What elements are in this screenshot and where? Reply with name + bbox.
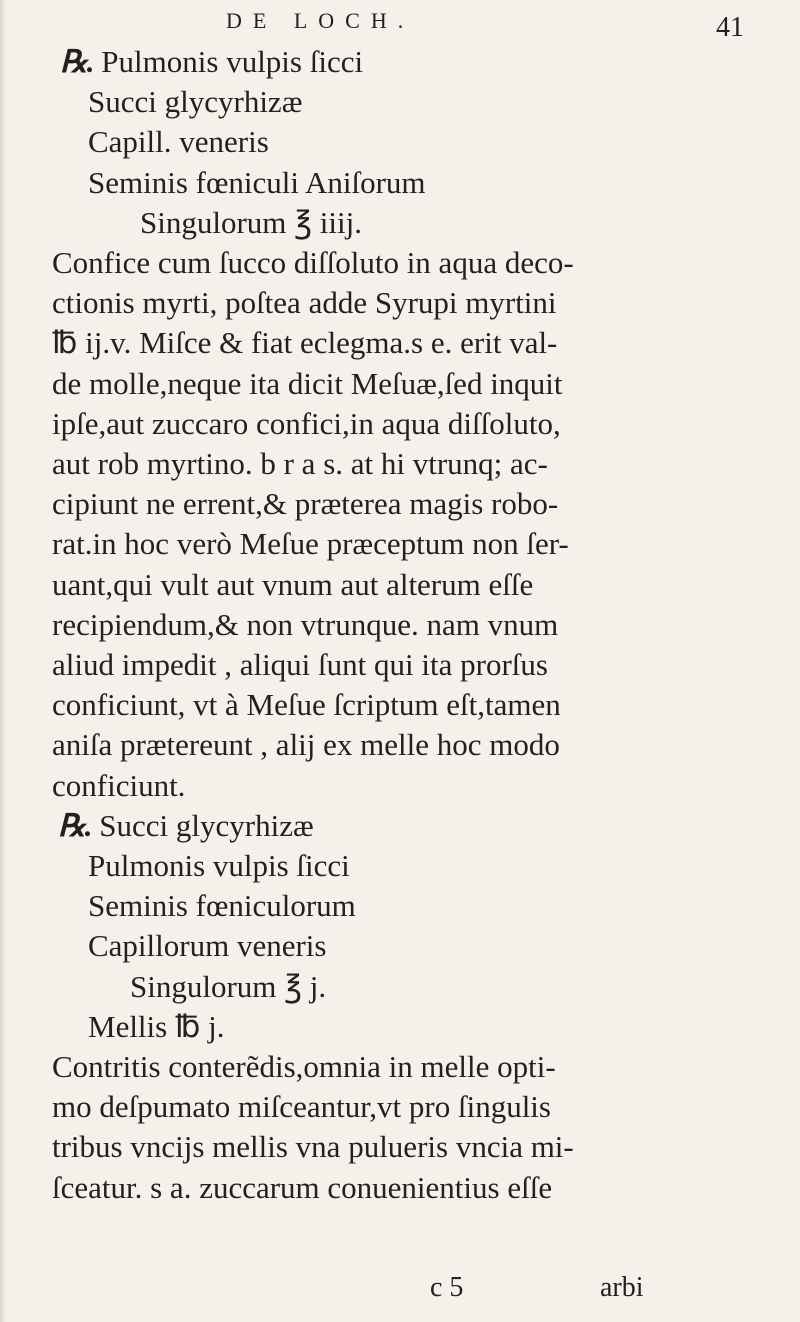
line-text: Pulmonis vulpis ſicci [93, 44, 364, 79]
text-line [52, 1087, 551, 1127]
line-text: rat.in hoc verò Meſue præceptum non ſer- [52, 526, 569, 562]
line-text: uant,qui vult aut vnum aut alterum eſſe [52, 566, 534, 602]
text-line [52, 1168, 552, 1208]
page-header [0, 6, 800, 42]
line-text: ℔ ij.v. Miſce & fiat eclegma.s e. erit val- [52, 325, 558, 361]
line-text: Contritis conterẽdis,omnia in melle opti- [52, 1049, 556, 1084]
text-line [88, 886, 356, 926]
text-line [52, 283, 557, 323]
line-text: cipiunt ne errent,& præterea magis robo- [52, 486, 559, 522]
line-text: Seminis fœniculorum [88, 888, 356, 924]
text-line [52, 645, 548, 685]
line-text: Succi glycyrhizæ [91, 807, 314, 843]
text-line [60, 42, 363, 82]
text-line [52, 243, 574, 283]
page-number: 41 [716, 12, 744, 43]
text-line [52, 364, 563, 404]
line-text: conficiunt. [52, 767, 186, 803]
catchword: arbi [600, 1272, 644, 1303]
text-line [52, 685, 561, 725]
line-text: Pulmonis vulpis ſicci [88, 848, 350, 883]
text-line [52, 484, 558, 524]
line-text: tribus vncijs mellis vna pulueris vncia mi- [52, 1129, 574, 1165]
line-text: aliud impedit , aliqui ſunt qui ita prorſus [52, 647, 548, 682]
text-line [52, 404, 561, 444]
page-footer [0, 1268, 800, 1308]
running-head: DE LOCH. [226, 8, 415, 33]
text-line [88, 846, 350, 886]
line-text: Capill. veneris [88, 124, 269, 160]
line-text: ipſe,aut zuccaro confici,in aqua diſſoluto, [52, 405, 561, 441]
text-line [52, 725, 560, 765]
text-line [88, 122, 269, 162]
recipe-symbol-icon: ℞. [60, 44, 94, 79]
line-text: Mellis ℔ j. [88, 1008, 225, 1044]
line-text: Succi glycyrhizæ [88, 84, 303, 120]
text-line [88, 163, 426, 203]
text-line [52, 323, 557, 363]
text-line [88, 1007, 224, 1047]
text-line [52, 766, 185, 806]
signature-mark: c 5 [430, 1272, 464, 1303]
line-text: de molle,neque ita dicit Meſuæ,ſed inquit [52, 365, 563, 401]
text-line [130, 967, 326, 1007]
line-text: Singulorum ℥ j. [130, 968, 327, 1004]
text-line [52, 605, 558, 645]
text-line [52, 524, 569, 564]
line-text: ctionis myrti, poſtea adde Syrupi myrtini [52, 285, 557, 321]
line-text: mo deſpumato miſceantur,vt pro ſingulis [52, 1089, 551, 1125]
text-line [88, 82, 302, 122]
text-line [52, 444, 548, 484]
text-line [58, 806, 314, 846]
recipe-symbol-icon: ℞. [58, 807, 92, 843]
line-text: aniſa prætereunt , alij ex melle hoc modo [52, 727, 560, 763]
text-line [52, 565, 533, 605]
text-line [52, 1127, 574, 1167]
line-text: ſceatur. s a. zuccarum conuenientius eſſe [52, 1169, 553, 1205]
line-text: conficiunt, vt à Meſue ſcriptum eſt,tamen [52, 687, 561, 723]
line-text: Singulorum ℥ iiij. [140, 204, 363, 240]
line-text: Seminis fœniculi Aniſorum [88, 164, 426, 200]
text-line [140, 203, 362, 243]
line-text: Capillorum veneris [88, 928, 327, 964]
line-text: aut rob myrtino. b r a s. at hi vtrunq; ac- [52, 446, 548, 481]
line-text: recipiendum,& non vtrunque. nam vnum [52, 606, 559, 642]
text-line [88, 926, 326, 966]
text-line [52, 1047, 556, 1087]
page-gutter-shadow [0, 0, 6, 1322]
line-text: Confice cum ſucco diſſoluto in aqua deco- [52, 245, 574, 280]
